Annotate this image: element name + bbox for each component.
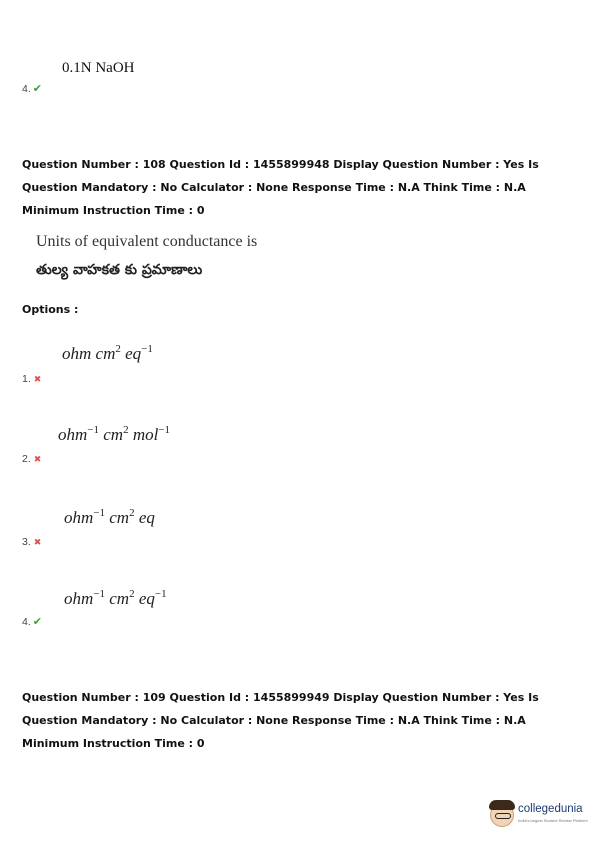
prev-option-4	[22, 77, 42, 96]
prev-option-4-number: 4.	[22, 83, 31, 95]
option-3[interactable]	[22, 530, 41, 549]
question-109-meta: Question Number : 109 Question Id : 1455899949 Display Question Number : Yes Is Question Mandatory : No Calculator : None Response Time : N.A Think Time : N.A Minimum Instruction Time : 0	[22, 691, 539, 750]
check-icon: ✔	[32, 615, 42, 628]
logo-name: collegedunia	[518, 803, 583, 815]
logo-tagline: India's largest Student Review Platform	[518, 818, 588, 823]
option-2[interactable]	[22, 447, 41, 466]
collegedunia-logo	[490, 803, 588, 827]
option-3-number: 3.	[22, 536, 31, 548]
cross-icon: ✖	[33, 538, 42, 548]
options-label: Options :	[22, 303, 79, 316]
option-2-formula: ohm$^{-1}$ $cm^2$ mol$^{-1}$	[58, 424, 171, 444]
option-3-formula: ohm$^{-1}$ $cm^2$ eq	[64, 507, 155, 527]
prev-option-4-text: 0.1N NaOH	[62, 60, 135, 76]
student-face-icon	[490, 803, 514, 827]
option-4-formula: ohm$^{-1}$ $cm^2$ $eq^{-1}$	[64, 588, 167, 608]
option-1-formula: ohm $cm^2$ $eq^{-1}$	[62, 343, 153, 363]
option-2-number: 2.	[22, 453, 31, 465]
option-4-number: 4.	[22, 616, 31, 628]
question-108-meta: Question Number : 108 Question Id : 1455899948 Display Question Number : Yes Is Question Mandatory : No Calculator : None Response Time : N.A Think Time : N.A Minimum Instruction Time : 0	[22, 158, 539, 217]
question-108-text-en: Units of equivalent conductance is	[36, 233, 258, 250]
option-1-number: 1.	[22, 373, 31, 385]
cross-icon: ✖	[33, 375, 42, 385]
cross-icon: ✖	[33, 455, 42, 465]
option-4[interactable]	[22, 610, 42, 629]
question-108-text-te: తుల్య వాహకత కు ప్రమాణాలు	[36, 262, 203, 278]
option-1[interactable]	[22, 367, 41, 386]
check-icon: ✔	[32, 82, 42, 95]
